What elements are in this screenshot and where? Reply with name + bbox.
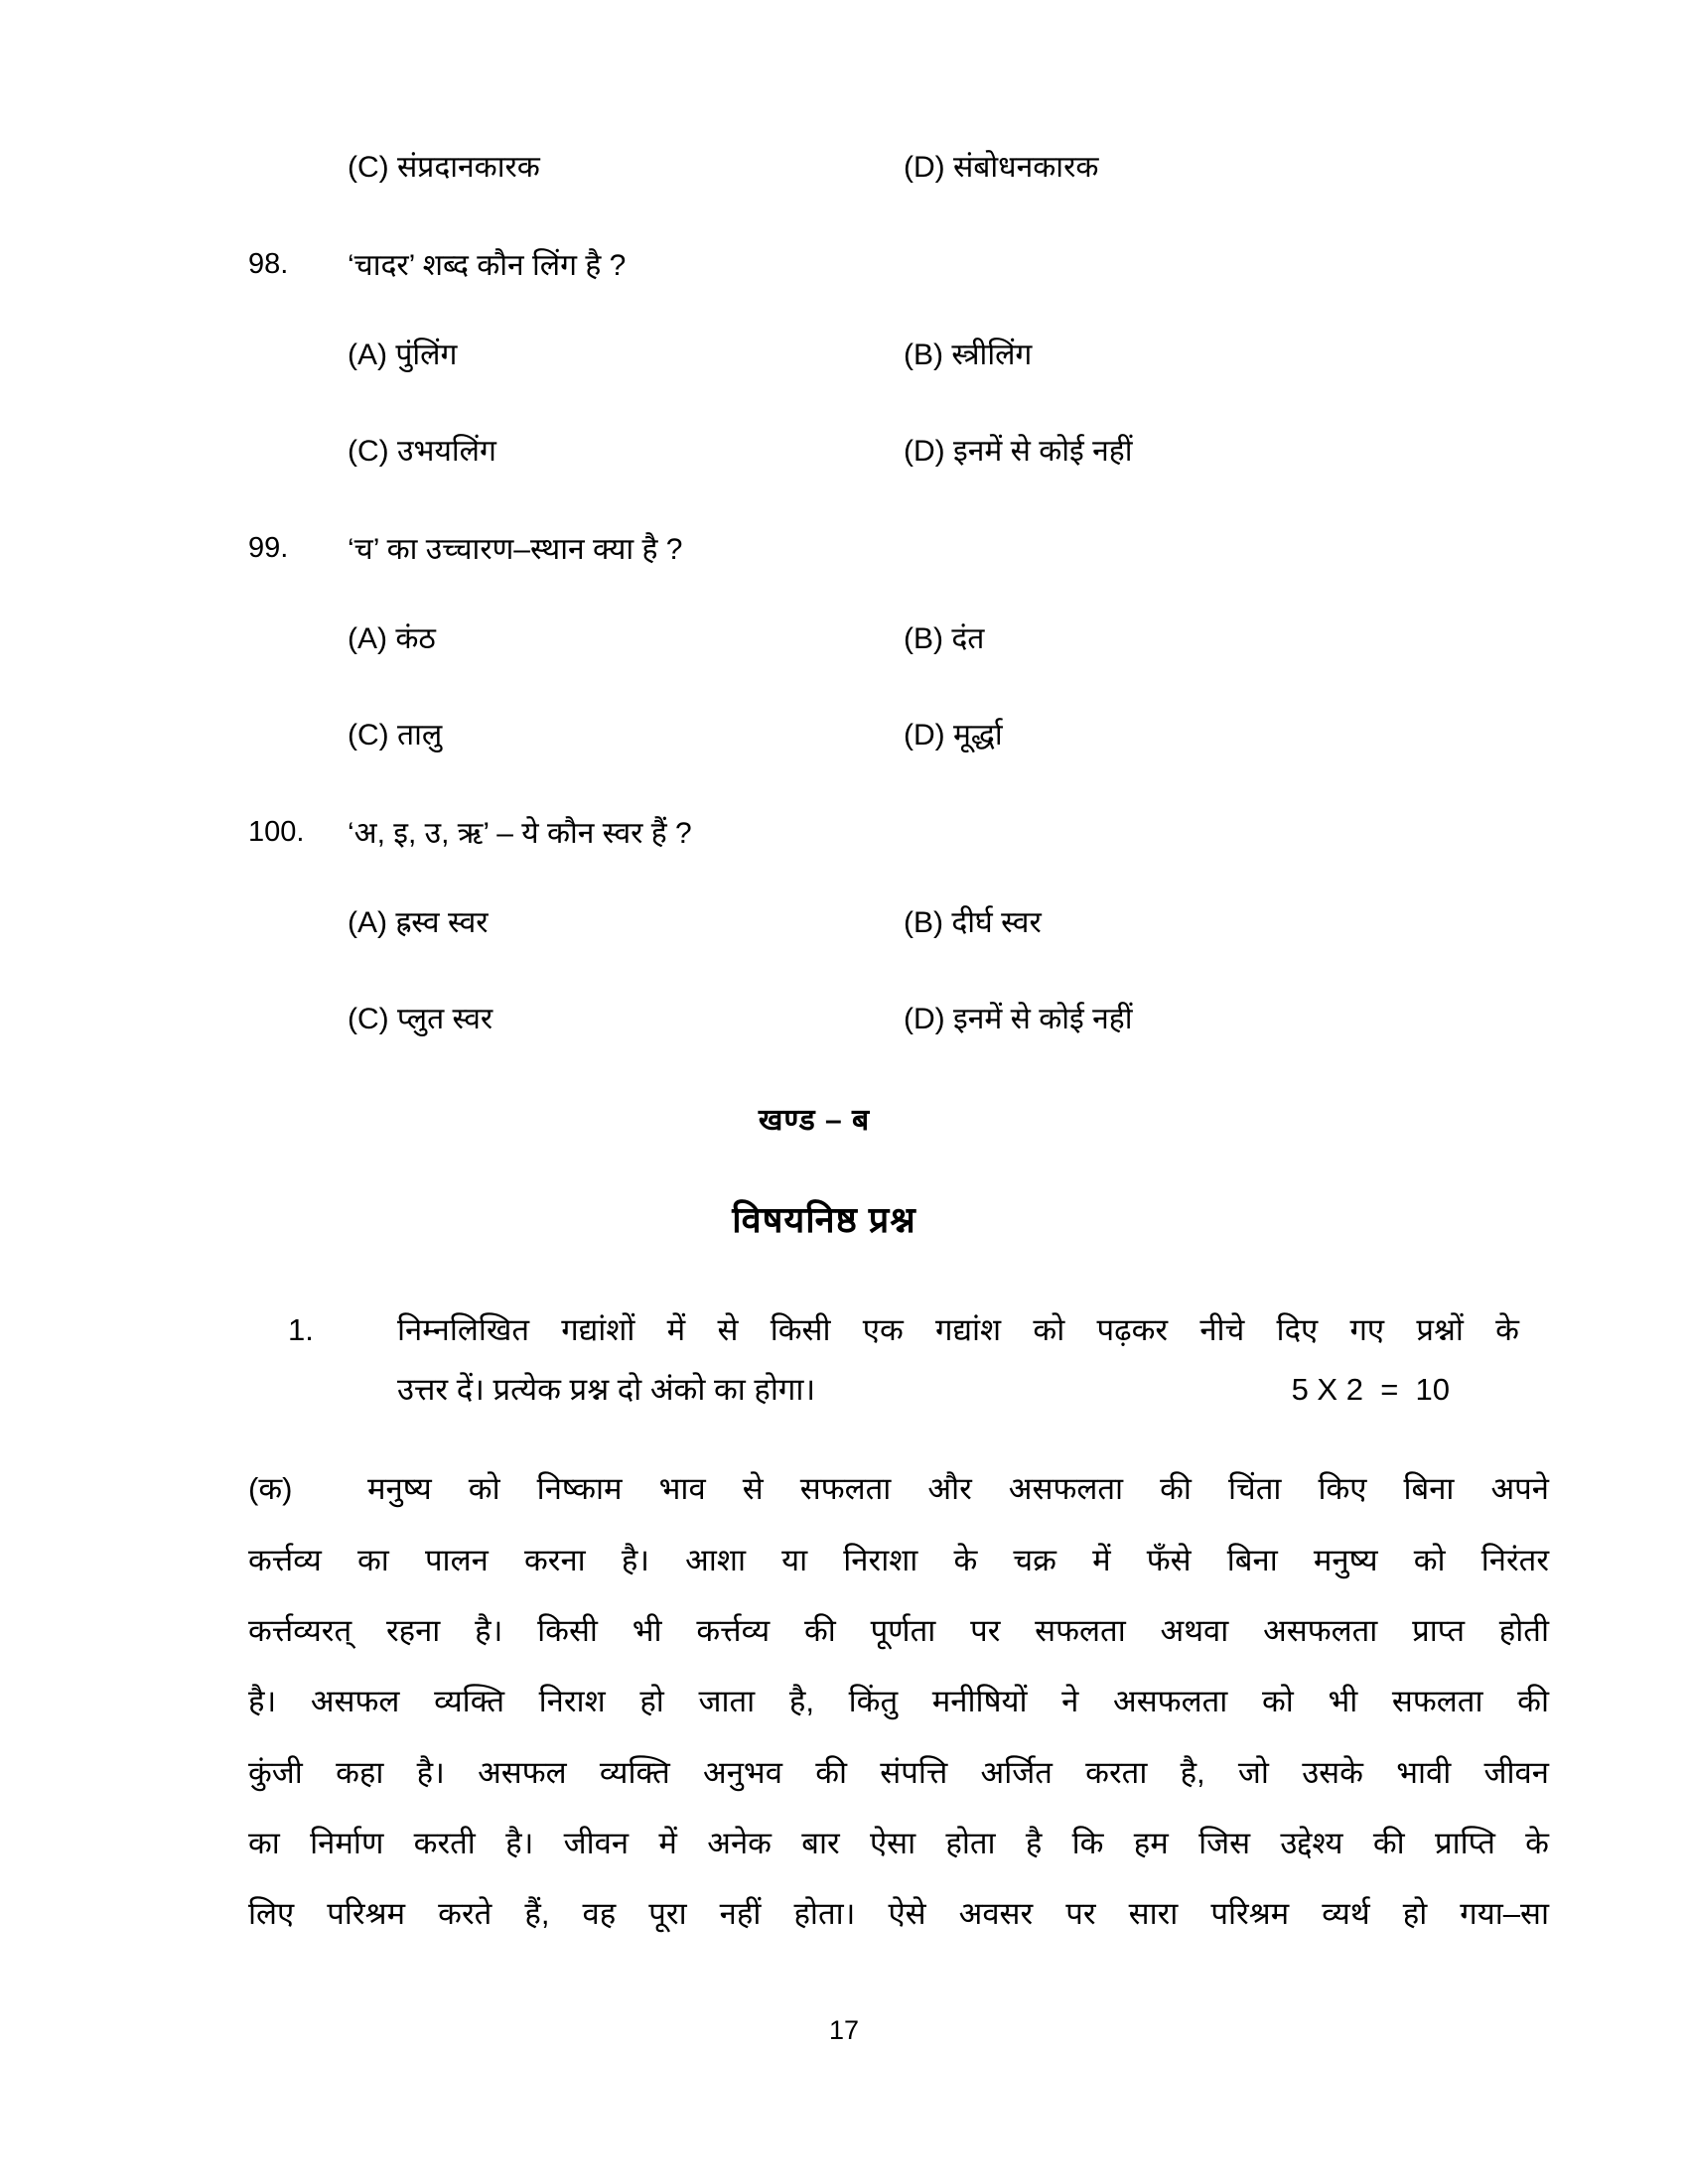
subjective-item-1: [0, 1300, 1688, 1421]
item-number: 1.: [288, 1311, 314, 1347]
passage-line: है। असफल व्यक्ति निराश हो जाता है, किंतु मनीषियों ने असफलता को भी सफलता की: [248, 1684, 1549, 1719]
option-b[interactable]: (B) स्त्रीलिंग: [904, 338, 1033, 371]
passage-first-line-row: [248, 1453, 1549, 1524]
option-row: [0, 1001, 1688, 1038]
question-98: [0, 246, 1688, 285]
passage-line: कर्त्तव्यरत् रहना है। किसी भी कर्त्तव्य की पूर्णता पर सफलता अथवा असफलता प्राप्त होती: [248, 1612, 1549, 1648]
subjective-questions-heading: विषयनिष्ठ प्रश्न: [732, 1198, 916, 1240]
option-row: [0, 904, 1688, 942]
passage-line: का निर्माण करती है। जीवन में अनेक बार ऐसा होता है कि हम जिस उद्देश्य की प्राप्ति के: [248, 1825, 1549, 1860]
instruction-line-1: निम्नलिखित गद्यांशों में से किसी एक गद्यांश को पढ़कर नीचे दिए गए प्रश्नों के: [397, 1311, 1519, 1347]
question-99: [0, 530, 1688, 569]
question-text: ‘चादर’ शब्द कौन लिंग है ?: [348, 248, 627, 282]
objective-questions-block: [0, 149, 1688, 1949]
question-number: 100.: [248, 815, 305, 848]
item-body: [397, 1300, 1519, 1421]
option-b[interactable]: (B) दीर्घ स्वर: [904, 905, 1042, 939]
option-c[interactable]: (C) तालु: [348, 719, 443, 751]
option-d[interactable]: (D) मूर्द्धा: [904, 719, 1003, 751]
question-text: ‘च’ का उच्चारण–स्थान क्या है ?: [348, 532, 683, 566]
option-a[interactable]: (A) ह्रस्व स्वर: [348, 905, 489, 939]
question-number: 98.: [248, 247, 289, 280]
passage-ka: [0, 1453, 1688, 1949]
passage-label: (क): [248, 1471, 293, 1507]
option-row: [0, 433, 1688, 471]
option-c[interactable]: (C) संप्रदानकारक: [348, 151, 540, 184]
option-a[interactable]: (A) पुंलिंग: [348, 338, 458, 371]
question-100: [0, 814, 1688, 853]
instruction-line-2-row: [397, 1360, 1519, 1420]
instruction-line-2: उत्तर दें। प्रत्येक प्रश्न दो अंको का होगा।: [397, 1371, 816, 1407]
section-heading-khand-b: खण्ड – ब: [758, 1103, 871, 1137]
question-number: 99.: [248, 531, 289, 564]
passage-line: मनुष्य को निष्काम भाव से सफलता और असफलता की चिंता किए बिना अपने: [367, 1471, 1549, 1507]
option-row: [0, 620, 1688, 658]
question-text: ‘अ, इ, उ, ऋ’ – ये कौन स्वर हैं ?: [348, 816, 692, 850]
option-d[interactable]: (D) संबोधनकारक: [904, 151, 1099, 184]
option-row: [0, 149, 1688, 187]
option-d[interactable]: (D) इनमें से कोई नहीं: [904, 1003, 1133, 1035]
page-number: 17: [828, 2015, 860, 2045]
passage-line: कुंजी कहा है। असफल व्यक्ति अनुभव की संपत्ति अर्जित करता है, जो उसके भावी जीवन: [248, 1754, 1549, 1790]
option-a[interactable]: (A) कंठ: [348, 621, 436, 655]
option-b[interactable]: (B) दंत: [904, 621, 985, 655]
marks-allocation: 5 X 2 = 10: [1291, 1371, 1450, 1407]
option-d[interactable]: (D) इनमें से कोई नहीं: [904, 435, 1133, 468]
option-c[interactable]: (C) प्लुत स्वर: [348, 1003, 493, 1035]
option-c[interactable]: (C) उभयलिंग: [348, 435, 496, 468]
option-row: [0, 717, 1688, 754]
option-row: [0, 337, 1688, 374]
passage-line: लिए परिश्रम करते हैं, वह पूरा नहीं होता। ऐसे अवसर पर सारा परिश्रम व्यर्थ हो गया–सा: [248, 1896, 1549, 1932]
passage-line: कर्त्तव्य का पालन करना है। आशा या निराशा के चक्र में फँसे बिना मनुष्य को निरंतर: [248, 1542, 1549, 1577]
